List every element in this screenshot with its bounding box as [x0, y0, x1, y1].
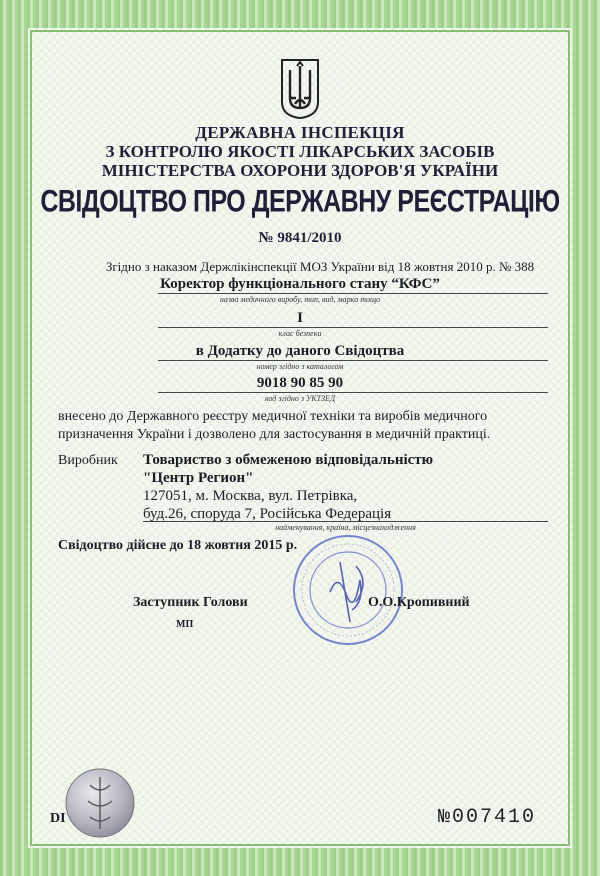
code-caption: код згідно з УКТЗЕД [264, 394, 336, 403]
manufacturer-underline [143, 521, 548, 522]
header-line-2: З КОНТРОЛЮ ЯКОСТІ ЛІКАРСЬКИХ ЗАСОБІВ [105, 142, 495, 161]
certificate-title: СВІДОЦТВО ПРО ДЕРЖАВНУ РЕЄСТРАЦІЮ [40, 184, 560, 219]
di-mark: DI [50, 811, 66, 826]
class-caption: клас безпеки [278, 329, 322, 338]
catalog-underline [158, 360, 548, 361]
serial-number: №007410 [438, 806, 537, 829]
hologram-seal-icon [64, 767, 136, 839]
code-underline [158, 392, 548, 393]
manufacturer-block [143, 451, 548, 523]
risk-class: I [297, 310, 303, 326]
signatory-name: О.О.Кропивний [368, 595, 470, 610]
manufacturer-caption: найменування, країна, місцезнаходження [275, 523, 416, 532]
order-reference: Згідно з наказом Держлікінспекції МОЗ України від 18 жовтня 2010 р. № 388 [105, 259, 535, 274]
signatory-position: Заступник Голови [133, 595, 248, 610]
product-name: Коректор функціонального стану “КФС” [160, 276, 440, 292]
ukt-code: 9018 90 85 90 [256, 375, 344, 391]
seal-place-mark: МП [176, 619, 194, 630]
catalog-caption: номер згідно з каталогом [256, 362, 344, 371]
manufacturer-label: Виробник [58, 453, 118, 468]
manufacturer-line-4: буд.26, споруда 7, Російська Федерація [143, 506, 392, 522]
header-line-3: МІНІСТЕРСТВА ОХОРОНИ ЗДОРОВ'Я УКРАЇНИ [101, 161, 499, 180]
header-line-1: ДЕРЖАВНА ІНСПЕКЦІЯ [195, 123, 405, 142]
class-underline [158, 327, 548, 328]
manufacturer-line-2: "Центр Регион" [143, 470, 254, 486]
registration-statement: внесено до Державного реєстру медичної техніки та виробів медичного призначення України і дозволено для застосування в медичній практиці. [58, 409, 491, 442]
official-stamp-icon [290, 532, 406, 648]
manufacturer-line-3: 127051, м. Москва, вул. Петрівка, [143, 488, 358, 504]
catalog-number: в Додатку до даного Свідоцтва [195, 343, 405, 359]
trident-emblem-icon [278, 58, 322, 120]
manufacturer-line-1: Товариство з обмеженою відповідальністю [143, 452, 434, 468]
product-underline [158, 293, 548, 294]
validity-date: Свідоцтво дійсне до 18 жовтня 2015 р. [58, 538, 298, 553]
product-caption: назва медичного виробу, тип, вид, марка тощо [219, 295, 381, 304]
certificate-number: № 9841/2010 [258, 230, 342, 246]
